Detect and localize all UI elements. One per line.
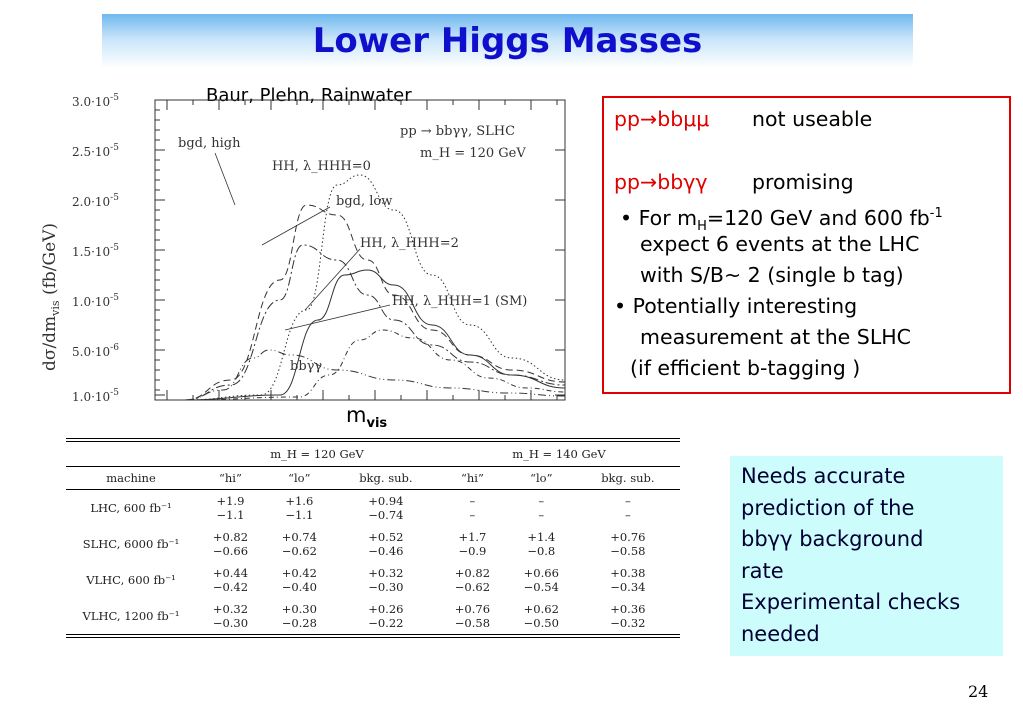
- x-axis-label-main: m: [346, 403, 367, 427]
- lower-value: −0.9: [458, 544, 487, 558]
- bullet-measurement: • Potentially interesting: [614, 294, 858, 318]
- y-axis-label: $d\sigma/dm_{vis}$ (fb/GeV): [40, 222, 62, 372]
- upper-value: +0.42: [281, 566, 317, 580]
- lower-value: −0.74: [368, 508, 404, 522]
- uncertainty-cell: [576, 490, 680, 527]
- x-axis-label: [346, 403, 387, 431]
- curve-label: bgd, high: [178, 136, 241, 151]
- bullet-events: • For $m_H=120$ GeV and 600 $fb^{-1}$: [620, 205, 943, 234]
- upper-value: +0.44: [212, 566, 249, 580]
- upper-value: –: [624, 494, 631, 508]
- lower-value: −0.22: [368, 616, 404, 630]
- bullet-measurement-line3: (if efficient b-tagging ): [630, 356, 861, 380]
- y-tick-label: $1.0\cdot 10^{-5}$: [72, 293, 119, 309]
- curve-annotations: [178, 136, 527, 374]
- bullet-measurement-line2: measurement at the SLHC: [640, 325, 911, 349]
- y-tick-label: $2.5\cdot 10^{-5}$: [72, 143, 119, 159]
- lower-value: −0.62: [454, 580, 491, 594]
- uncertainty-cell: [507, 598, 576, 634]
- requirements-line: needed: [741, 621, 820, 646]
- lower-value: −0.46: [368, 544, 404, 558]
- process-gamgam: pp→bbγγ: [614, 170, 708, 194]
- upper-value: +1.4: [527, 530, 556, 544]
- uncertainty-cell: [196, 490, 265, 527]
- legend-mass: m_H = 120 GeV: [420, 146, 526, 161]
- curve-4: [185, 330, 565, 400]
- y-tick-label: $3.0\cdot 10^{-5}$: [72, 93, 119, 109]
- annotation-arrow: [262, 207, 330, 245]
- uncertainty-cell: [265, 598, 334, 634]
- lower-value: −0.58: [454, 616, 491, 630]
- col-header: “lo”: [507, 467, 576, 490]
- uncertainty-cell: [196, 526, 265, 562]
- upper-value: +0.66: [523, 566, 559, 580]
- upper-value: +0.74: [281, 530, 317, 544]
- plot: [0, 85, 600, 405]
- upper-value: +1.6: [285, 494, 314, 508]
- upper-value: +0.52: [368, 530, 404, 544]
- lower-value: −1.1: [285, 508, 314, 522]
- col-header: bkg. sub.: [334, 467, 438, 490]
- uncertainty-cell: [507, 490, 576, 527]
- curve-1: [185, 245, 565, 400]
- requirements-line: rate: [741, 558, 784, 583]
- uncertainty-cell: [334, 598, 438, 634]
- process-mumu: pp→bbμμ: [614, 107, 710, 131]
- bullet-events-line3: with S/B~ 2 (single b tag): [640, 263, 904, 287]
- upper-value: –: [469, 494, 476, 508]
- upper-value: +0.76: [454, 602, 491, 616]
- machine-cell: SLHC, 6000 fb⁻¹: [82, 537, 180, 551]
- upper-value: +0.94: [368, 494, 404, 508]
- uncertainty-cell: [334, 562, 438, 598]
- uncertainty-cell: [576, 562, 680, 598]
- curve-label: HH, λ_HHH=1 (SM): [392, 294, 528, 309]
- uncertainty-cell: [196, 598, 265, 634]
- lower-value: −0.30: [212, 616, 249, 630]
- lower-value: −0.8: [527, 544, 556, 558]
- upper-value: +0.38: [610, 566, 646, 580]
- col-header: “hi”: [196, 467, 265, 490]
- uncertainty-cell: [576, 598, 680, 634]
- page-number: 24: [968, 682, 989, 701]
- y-tick-labels: [72, 93, 119, 404]
- upper-value: +0.76: [610, 530, 646, 544]
- lower-value: −1.1: [216, 508, 245, 522]
- note-box: [602, 96, 1011, 394]
- upper-value: +0.32: [212, 602, 249, 616]
- uncertainty-cell: [507, 526, 576, 562]
- curve-label: HH, λ_HHH=0: [272, 159, 371, 174]
- machine-cell: VLHC, 600 fb⁻¹: [86, 573, 176, 587]
- col-header: “hi”: [438, 467, 507, 490]
- group-header-120: m_H = 120 GeV: [270, 447, 364, 461]
- group-header-140: m_H = 140 GeV: [512, 447, 606, 461]
- curve-label: bgd, low: [336, 194, 393, 209]
- lower-value: −0.62: [281, 544, 317, 558]
- annotation-arrow: [215, 153, 235, 205]
- lower-value: –: [624, 508, 631, 522]
- table-body: [66, 442, 680, 634]
- curve-label: HH, λ_HHH=2: [360, 236, 459, 251]
- lower-value: −0.42: [212, 580, 249, 594]
- uncertainty-cell: [196, 562, 265, 598]
- col-header: “lo”: [265, 467, 334, 490]
- upper-value: +0.32: [368, 566, 404, 580]
- process-mumu-note: not useable: [752, 107, 873, 131]
- annotation-arrow: [305, 249, 360, 310]
- slide-title: Lower Higgs Masses: [312, 21, 703, 61]
- upper-value: +1.7: [458, 530, 487, 544]
- lower-value: −0.32: [610, 616, 646, 630]
- results-table: [66, 438, 680, 638]
- upper-value: +0.82: [212, 530, 249, 544]
- lower-value: −0.28: [281, 616, 317, 630]
- upper-value: –: [538, 494, 545, 508]
- upper-value: +0.62: [523, 602, 559, 616]
- lower-value: −0.58: [610, 544, 646, 558]
- table-row: [66, 598, 680, 634]
- col-header-machine: machine: [66, 467, 196, 490]
- lower-value: –: [469, 508, 476, 522]
- uncertainty-cell: [507, 562, 576, 598]
- upper-value: +0.82: [454, 566, 491, 580]
- y-tick-label: $2.0\cdot 10^{-5}$: [72, 193, 119, 209]
- legend-process: pp → bbγγ, SLHC: [400, 124, 516, 139]
- uncertainty-cell: [265, 490, 334, 527]
- y-tick-label: $5.0\cdot 10^{-6}$: [72, 343, 119, 359]
- lower-value: −0.40: [281, 580, 317, 594]
- requirements-line: bbγγ background: [741, 527, 924, 551]
- upper-value: +1.9: [216, 494, 245, 508]
- y-tick-label: $1.0\cdot 10^{-5}$: [72, 388, 119, 404]
- annotation-arrow: [285, 305, 390, 330]
- plot-legend-box: [400, 124, 526, 161]
- citation: Baur, Plehn, Rainwater: [206, 85, 412, 106]
- x-axis-label-sub: vis: [366, 416, 388, 432]
- requirements-box: [730, 456, 1003, 656]
- curve-label: bbγγ: [290, 359, 323, 374]
- uncertainty-cell: [334, 526, 438, 562]
- curve-3: [185, 270, 565, 400]
- uncertainty-cell: [265, 526, 334, 562]
- lower-value: –: [538, 508, 545, 522]
- uncertainty-cell: [265, 562, 334, 598]
- title-bar: [102, 14, 913, 68]
- uncertainty-cell: [334, 490, 438, 527]
- lower-value: −0.30: [368, 580, 404, 594]
- table-row: [66, 490, 680, 527]
- lower-value: −0.50: [523, 616, 559, 630]
- uncertainty-cell: [576, 526, 680, 562]
- uncertainty-cell: [438, 598, 507, 634]
- requirements-line: prediction of the: [741, 495, 915, 520]
- upper-value: +0.36: [610, 602, 646, 616]
- lower-value: −0.34: [610, 580, 646, 594]
- table-row: [66, 526, 680, 562]
- machine-cell: VLHC, 1200 fb⁻¹: [82, 609, 180, 623]
- uncertainty-cell: [438, 526, 507, 562]
- requirements-line: Experimental checks: [741, 590, 961, 614]
- table-row: [66, 562, 680, 598]
- uncertainty-cell: [438, 562, 507, 598]
- upper-value: +0.30: [281, 602, 317, 616]
- machine-cell: LHC, 600 fb⁻¹: [66, 490, 196, 527]
- bullet-events-line2: expect 6 events at the LHC: [640, 232, 920, 256]
- requirements-line: Needs accurate: [741, 464, 906, 488]
- lower-value: −0.66: [212, 544, 249, 558]
- col-header: bkg. sub.: [576, 467, 680, 490]
- uncertainty-cell: [438, 490, 507, 527]
- upper-value: +0.26: [368, 602, 404, 616]
- lower-value: −0.54: [523, 580, 559, 594]
- process-gamgam-note: promising: [752, 170, 854, 194]
- y-tick-label: $1.5\cdot 10^{-5}$: [72, 243, 119, 259]
